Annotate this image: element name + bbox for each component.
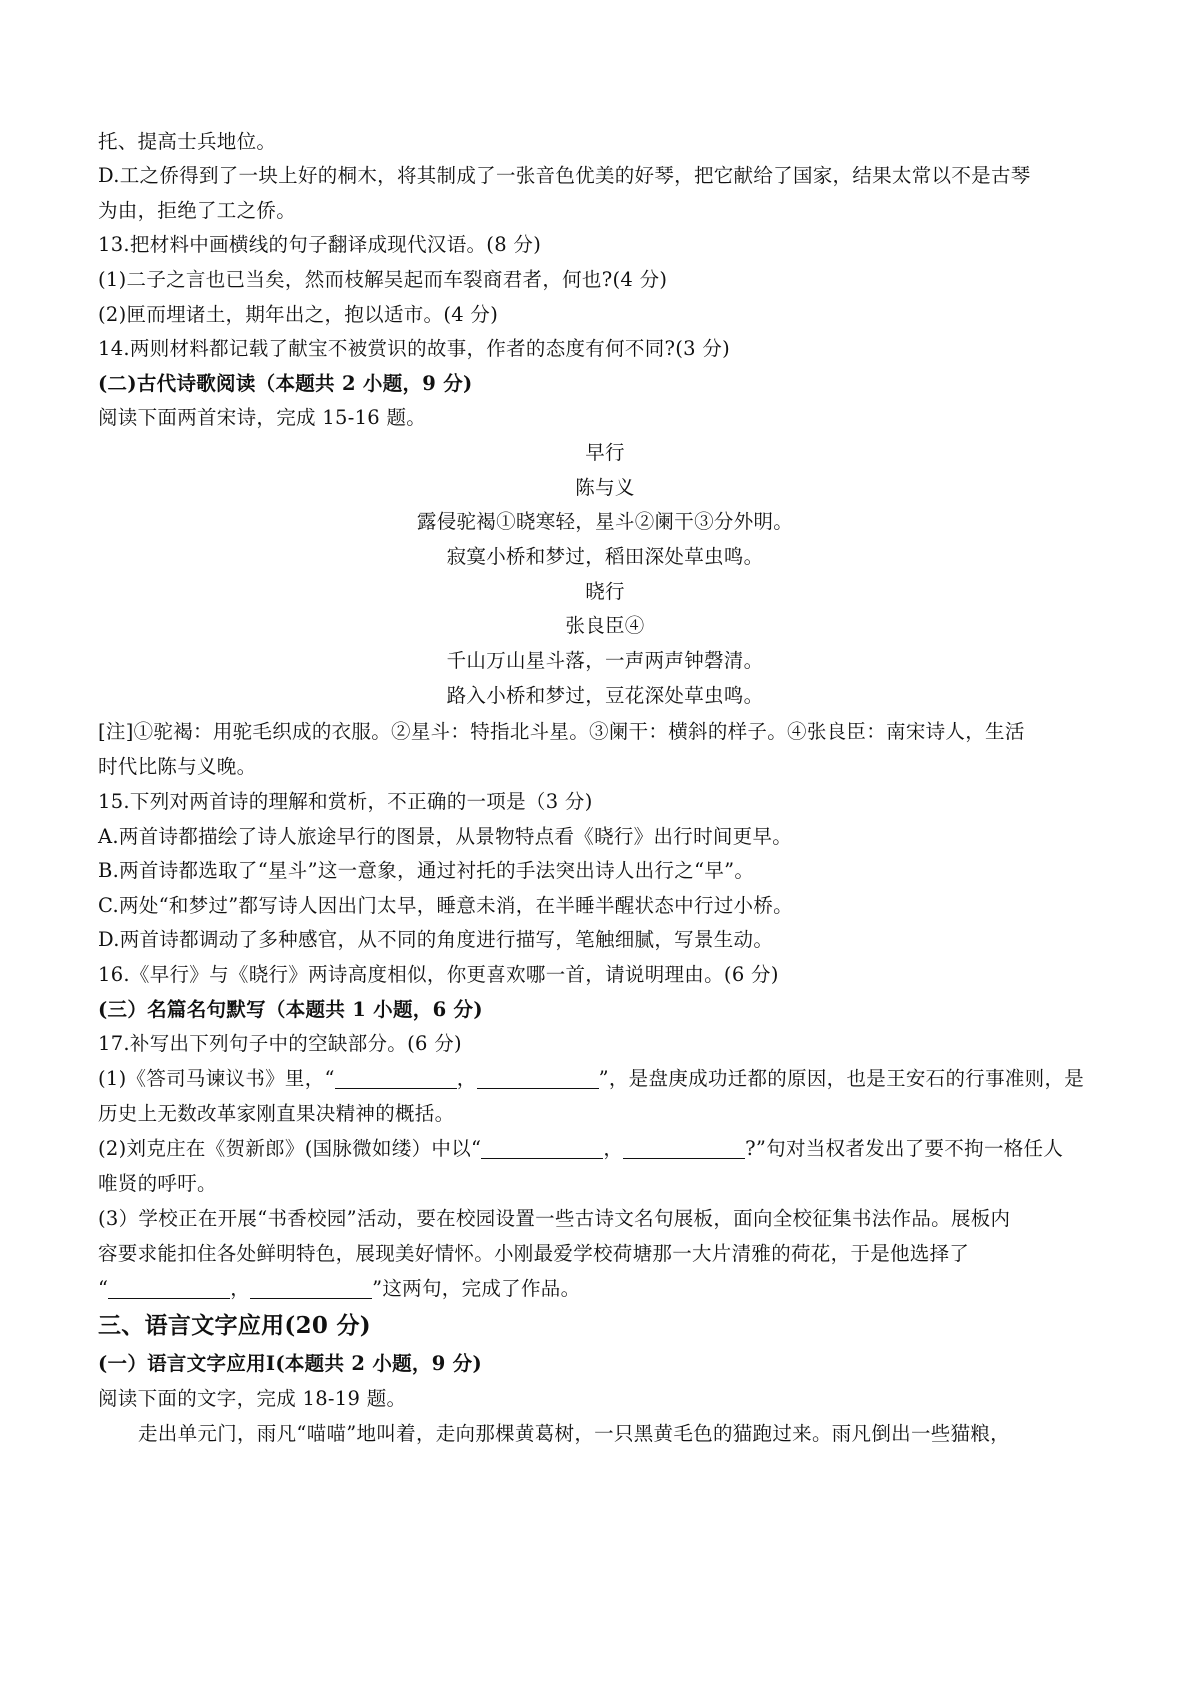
q12-option-d-line2: 为由，拒绝了工之侨。 — [98, 199, 297, 222]
q17-item2-suffix: ?”句对当权者发出了要不拘一格任人 — [745, 1137, 1064, 1160]
q17-item2-prefix: (2)刘克庄在《贺新郎》(国脉微如缕）中以“ — [98, 1137, 482, 1160]
q15-option-b: B.两首诗都选取了“星斗”这一意象，通过衬托的手法突出诗人出行之“早”。 — [98, 859, 755, 882]
poetry-section-heading: (二)古代诗歌阅读（本题共 2 小题，9 分) — [98, 372, 473, 395]
q15-option-d: D.两首诗都调动了多种感官，从不同的角度进行描写，笔触细腻，写景生动。 — [98, 928, 774, 951]
q12-tail: 托、提高士兵地位。 — [98, 130, 277, 153]
q17-item2 — [98, 1130, 1110, 1167]
poem1-line1: 露侵驼褐①晓寒轻，星斗②阑干③分外明。 — [416, 510, 794, 533]
part3-heading: 三、语言文字应用(20 分) — [98, 1312, 371, 1339]
q13-title: 13.把材料中画横线的句子翻译成现代汉语。(8 分) — [98, 233, 542, 256]
q17-item1-suffix: ”，是盘庚成功迁都的原因，也是王安石的行事准则，是 — [598, 1067, 1085, 1090]
poem2-title: 晓行 — [585, 580, 625, 603]
answer-blank[interactable] — [250, 1276, 372, 1299]
q17-title: 17.补写出下列句子中的空缺部分。(6 分) — [98, 1032, 462, 1055]
q17-item3-suffix: ”这两句，完成了作品。 — [372, 1277, 581, 1300]
q12-option-d-line1: D.工之侨得到了一块上好的桐木，将其制成了一张音色优美的好琴，把它献给了国家，结果太常以不是古琴 — [98, 164, 1031, 187]
q17-item1-line2: 历史上无数改革家刚直果决精神的概括。 — [98, 1102, 455, 1125]
q15-option-a: A.两首诗都描绘了诗人旅途早行的图景，从景物特点看《晓行》出行时间更早。 — [98, 825, 793, 848]
passage-line1: 走出单元门，雨凡“喵喵”地叫着，走向那棵黄葛树，一只黑黄毛色的猫跑过来。雨凡倒出一些猫粮， — [138, 1422, 1010, 1445]
poem2-line1: 千山万山星斗落，一声两声钟磬清。 — [446, 649, 764, 672]
part3-instruction: 阅读下面的文字，完成 18-19 题。 — [98, 1387, 407, 1410]
poem2-author: 张良臣④ — [565, 614, 645, 637]
part3-sub-heading: (一）语言文字应用Ⅰ(本题共 2 小题，9 分) — [98, 1352, 483, 1375]
q17-item3-line2: 容要求能扣住各处鲜明特色，展现美好情怀。小刚最爱学校荷塘那一大片清雅的荷花，于是他选择了 — [98, 1242, 970, 1265]
q17-item1-separator: ， — [456, 1067, 477, 1090]
q14-title: 14.两则材料都记载了献宝不被赏识的故事，作者的态度有何不同?(3 分) — [98, 337, 731, 360]
q17-item2-separator: ， — [603, 1137, 624, 1160]
q17-item1-prefix: (1)《答司马谏议书》里，“ — [98, 1067, 335, 1090]
q17-item3-line1: (3）学校正在开展“书香校园”活动，要在校园设置一些古诗文名句展板，面向全校征集书法作品。展板内 — [98, 1207, 1011, 1230]
poetry-instruction: 阅读下面两首宋诗，完成 15-16 题。 — [98, 406, 427, 429]
poem-notes-line1: [注]①驼褐：用驼毛织成的衣服。②星斗：特指北斗星。③阑干：横斜的样子。④张良臣：南宋诗人，生活 — [98, 720, 1025, 743]
q13-item1: (1)二子之言也已当矣，然而枝解吴起而车裂商君者，何也?(4 分) — [98, 268, 668, 291]
q16-title: 16.《早行》与《晓行》两诗高度相似，你更喜欢哪一首，请说明理由。(6 分) — [98, 963, 779, 986]
poem2-line2: 路入小桥和梦过，豆花深处草虫鸣。 — [446, 684, 764, 707]
answer-blank[interactable] — [477, 1066, 599, 1089]
poem1-line2: 寂寞小桥和梦过，稻田深处草虫鸣。 — [446, 545, 764, 568]
answer-blank[interactable] — [623, 1136, 745, 1159]
answer-blank[interactable] — [335, 1066, 457, 1089]
q15-option-c: C.两处“和梦过”都写诗人因出门太早，睡意未消，在半睡半醒状态中行过小桥。 — [98, 894, 793, 917]
poem1-author: 陈与义 — [575, 476, 635, 499]
poem1-title: 早行 — [585, 441, 625, 464]
q15-title: 15.下列对两首诗的理解和赏析，不正确的一项是（3 分) — [98, 790, 593, 813]
q17-item3-line3 — [98, 1270, 1110, 1307]
q17-item3-separator: ， — [230, 1277, 251, 1300]
poem-notes-line2: 时代比陈与义晚。 — [98, 755, 257, 778]
q17-item1 — [98, 1060, 1110, 1097]
q17-item2-line2: 唯贤的呼吁。 — [98, 1172, 217, 1195]
q17-item3-open-quote: “ — [98, 1277, 109, 1300]
q13-item2: (2)匣而埋诸土，期年出之，抱以适市。(4 分) — [98, 303, 499, 326]
answer-blank[interactable] — [481, 1136, 603, 1159]
dictation-section-heading: (三）名篇名句默写（本题共 1 小题，6 分) — [98, 998, 483, 1021]
answer-blank[interactable] — [108, 1276, 230, 1299]
